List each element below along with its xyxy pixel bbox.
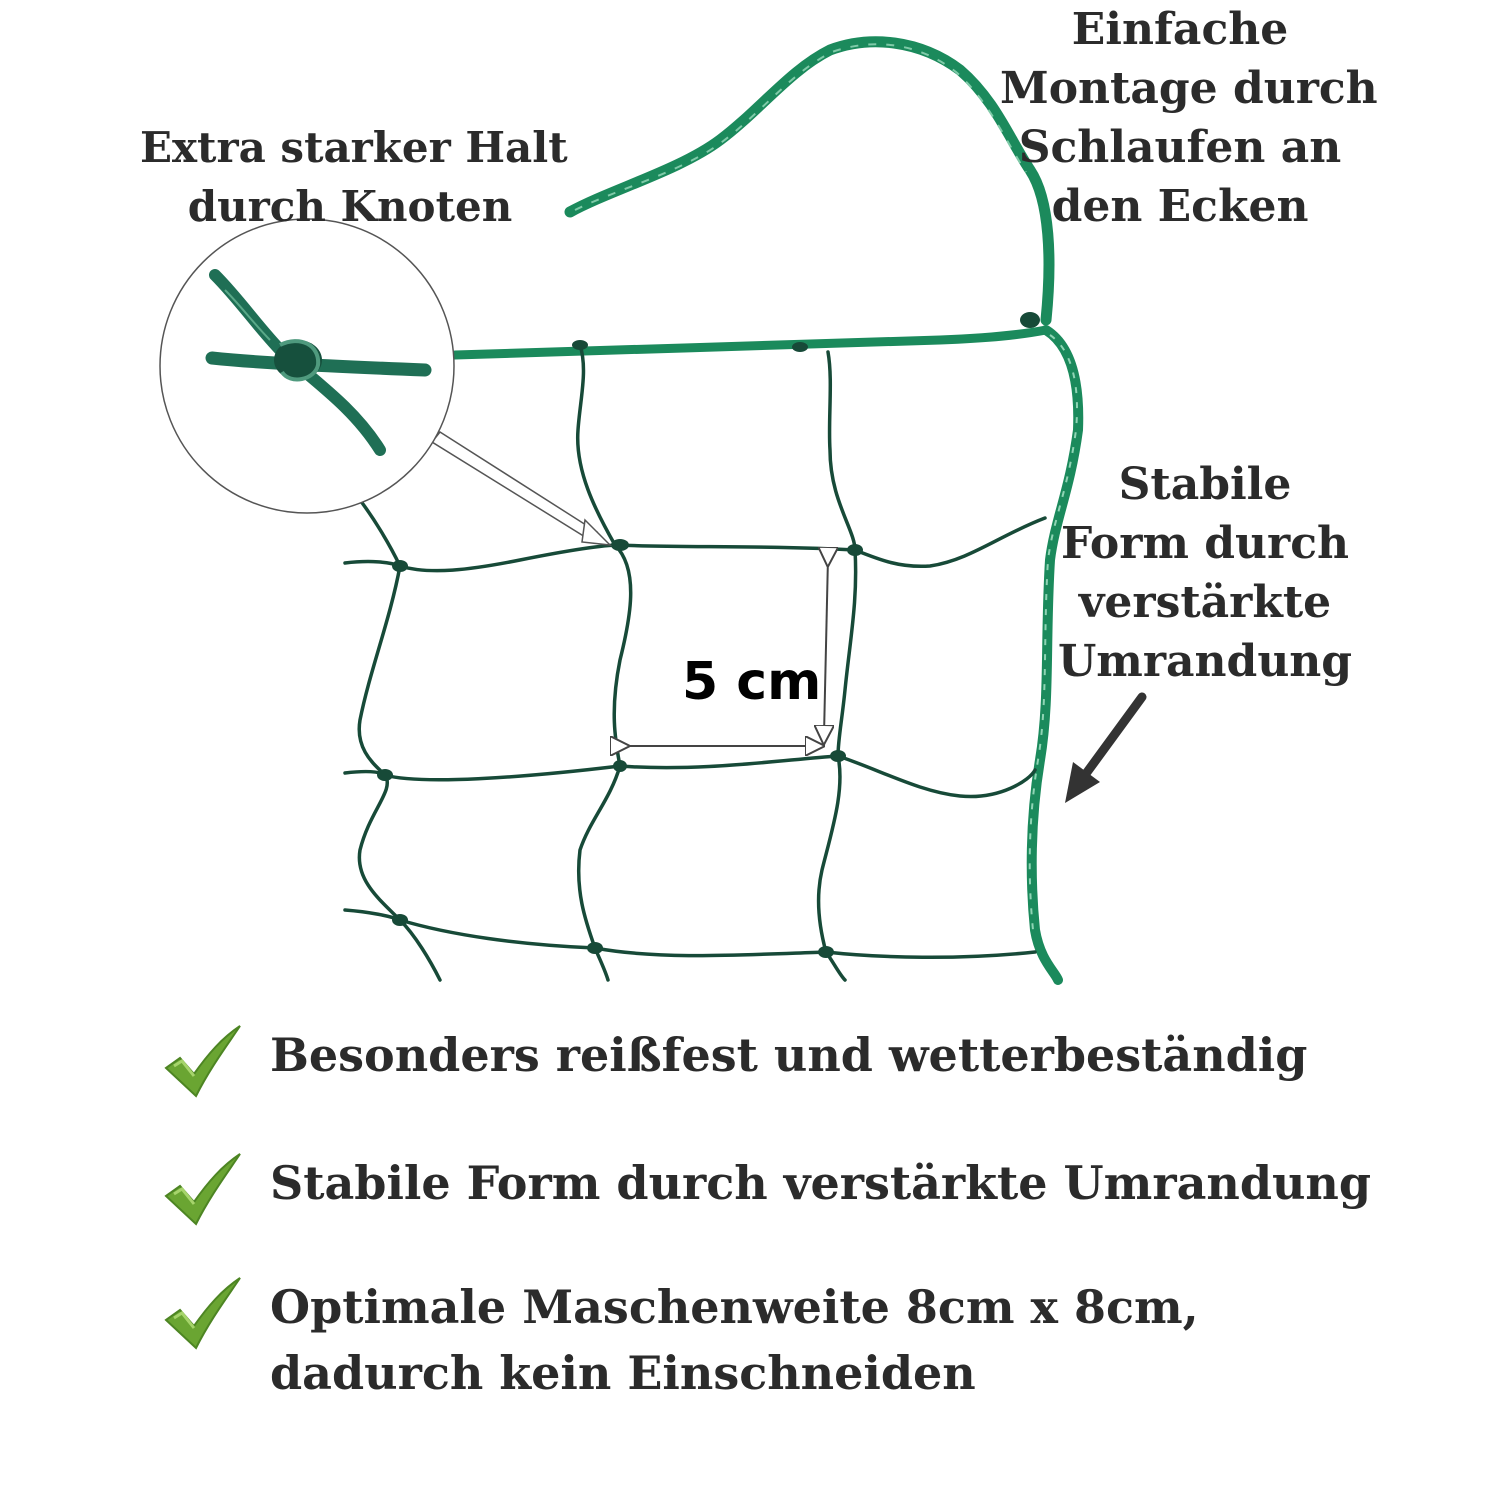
feature-item	[160, 1274, 1460, 1406]
zoom-pointer-icon	[432, 432, 610, 545]
feature-list	[160, 1022, 1460, 1456]
feature-item	[160, 1022, 1460, 1100]
edge-caption: Stabile Form durch verstärkte Umrandung	[1057, 459, 1353, 687]
feature-item	[160, 1150, 1460, 1228]
knot-caption: Extra starker Halt durch Knoten	[140, 123, 568, 231]
feature-text: Stabile Form durch verstärkte Umrandung	[270, 1156, 1372, 1210]
feature-text: Besonders reißfest und wetterbeständig	[270, 1028, 1308, 1082]
mesh-knots	[377, 312, 1040, 958]
mesh-size-label: 5 cm	[682, 652, 822, 712]
feature-text: Optimale Maschenweite 8cm x 8cm, dadurch kein Einschneiden	[270, 1280, 1199, 1400]
knot-detail	[160, 219, 454, 513]
corner-loop	[570, 42, 1049, 320]
border-top	[455, 330, 1046, 355]
checkmark-icon	[160, 1024, 250, 1100]
edge-pointer-arrow-icon	[1065, 697, 1142, 803]
checkmark-icon	[160, 1276, 250, 1352]
loops-caption: Einfache Montage durch Schlaufen an den Ecken	[1000, 4, 1378, 232]
checkmark-icon	[160, 1152, 250, 1228]
